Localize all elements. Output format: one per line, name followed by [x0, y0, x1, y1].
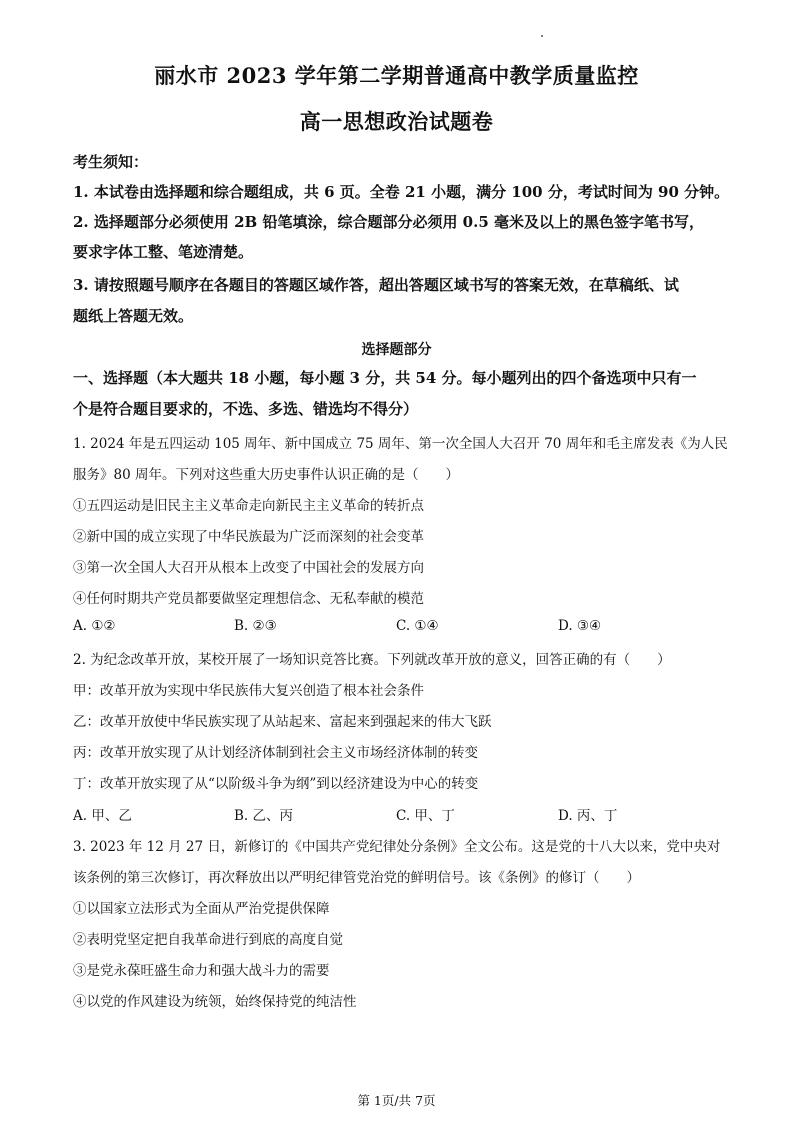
q3-stem: 3. 2023 年 12 月 27 日，新修订的《中国共产党纪律处分条例》全文公布。这是党的十八大以来，党中央对 [73, 839, 721, 855]
scan-speck [541, 35, 543, 37]
q3-statement-3: ③是党永葆旺盛生命力和强大战斗力的需要 [73, 963, 330, 979]
q1-stem: 1. 2024 年是五四运动 105 周年、新中国成立 75 周年、第一次全国人大召开 70 周年和毛主席发表《为人民 [73, 436, 728, 452]
q3-statement-2: ②表明党坚定把自我革命进行到底的高度自觉 [73, 932, 343, 948]
page-number: 第 1页/共 7页 [357, 1093, 436, 1108]
q2-statement-yi: 乙：改革开放使中华民族实现了从站起来、富起来到强起来的伟大飞跃 [73, 714, 492, 730]
section-instruction-cont: 个是符合题目要求的，不选、多选、错选均不得分） [73, 400, 419, 418]
section-title: 选择题部分 [361, 342, 432, 358]
q1-statement-4: ④任何时期共产党员都要做坚定理想信念、无私奉献的模范 [73, 591, 424, 607]
q3-statement-1: ①以国家立法形式为全面从严治党提供保障 [73, 901, 330, 917]
notice-heading: 考生须知： [73, 153, 149, 171]
q3-statement-4: ④以党的作风建设为统领，始终保持党的纯洁性 [73, 994, 357, 1010]
q1-option-b: B. ②③ [234, 618, 277, 634]
q1-option-d: D. ③④ [558, 618, 602, 634]
q2-option-b: B. 乙、丙 [234, 808, 294, 824]
notice-item-2: 2. 选择题部分必须使用 2B 铅笔填涂，综合题部分必须用 0.5 毫米及以上的黑色签字笔书写， [73, 213, 704, 231]
q2-option-c: C. 甲、丁 [396, 808, 455, 824]
notice-item-1: 1. 本试卷由选择题和综合题组成，共 6 页。全卷 21 小题，满分 100 分，考试时间为 90 分钟。 [73, 183, 730, 201]
q1-option-c: C. ①④ [396, 618, 439, 634]
q1-stem-cont: 服务》80 周年。下列对这些重大历史事件认识正确的是（ ） [73, 467, 459, 483]
notice-item-3: 3. 请按照题号顺序在各题目的答题区域作答，超出答题区域书写的答案无效，在草稿纸、试 [73, 276, 679, 294]
q1-option-a: A. ①② [73, 618, 116, 634]
exam-title: 丽水市 2023 学年第二学期普通高中教学质量监控 [154, 63, 639, 88]
q2-option-a: A. 甲、乙 [73, 808, 132, 824]
q2-stem: 2. 为纪念改革开放，某校开展了一场知识竞答比赛。下列就改革开放的意义，回答正确的有（ ） [73, 652, 671, 668]
q1-statement-1: ①五四运动是旧民主主义革命走向新民主主义革命的转折点 [73, 498, 424, 514]
q2-statement-bing: 丙：改革开放实现了从计划经济体制到社会主义市场经济体制的转变 [73, 745, 478, 761]
q2-statement-ding: 丁：改革开放实现了从“以阶级斗争为纲”到以经济建设为中心的转变 [73, 776, 479, 792]
notice-item-2-cont: 要求字体工整、笔迹清楚。 [73, 243, 254, 261]
section-instruction: 一、选择题（本大题共 18 小题，每小题 3 分，共 54 分。每小题列出的四个备选项中只有一 [73, 369, 697, 387]
q1-statement-3: ③第一次全国人大召开从根本上改变了中国社会的发展方向 [73, 560, 424, 576]
q2-option-d: D. 丙、丁 [558, 808, 618, 824]
q3-stem-cont: 该条例的第三次修订，再次释放出以严明纪律管党治党的鲜明信号。该《条例》的修订（ ） [73, 870, 640, 886]
notice-item-3-cont: 题纸上答题无效。 [73, 307, 194, 325]
q2-statement-jia: 甲：改革开放为实现中华民族伟大复兴创造了根本社会条件 [73, 683, 424, 699]
q1-statement-2: ②新中国的成立实现了中华民族最为广泛而深刻的社会变革 [73, 529, 424, 545]
exam-subtitle: 高一思想政治试题卷 [299, 109, 494, 134]
